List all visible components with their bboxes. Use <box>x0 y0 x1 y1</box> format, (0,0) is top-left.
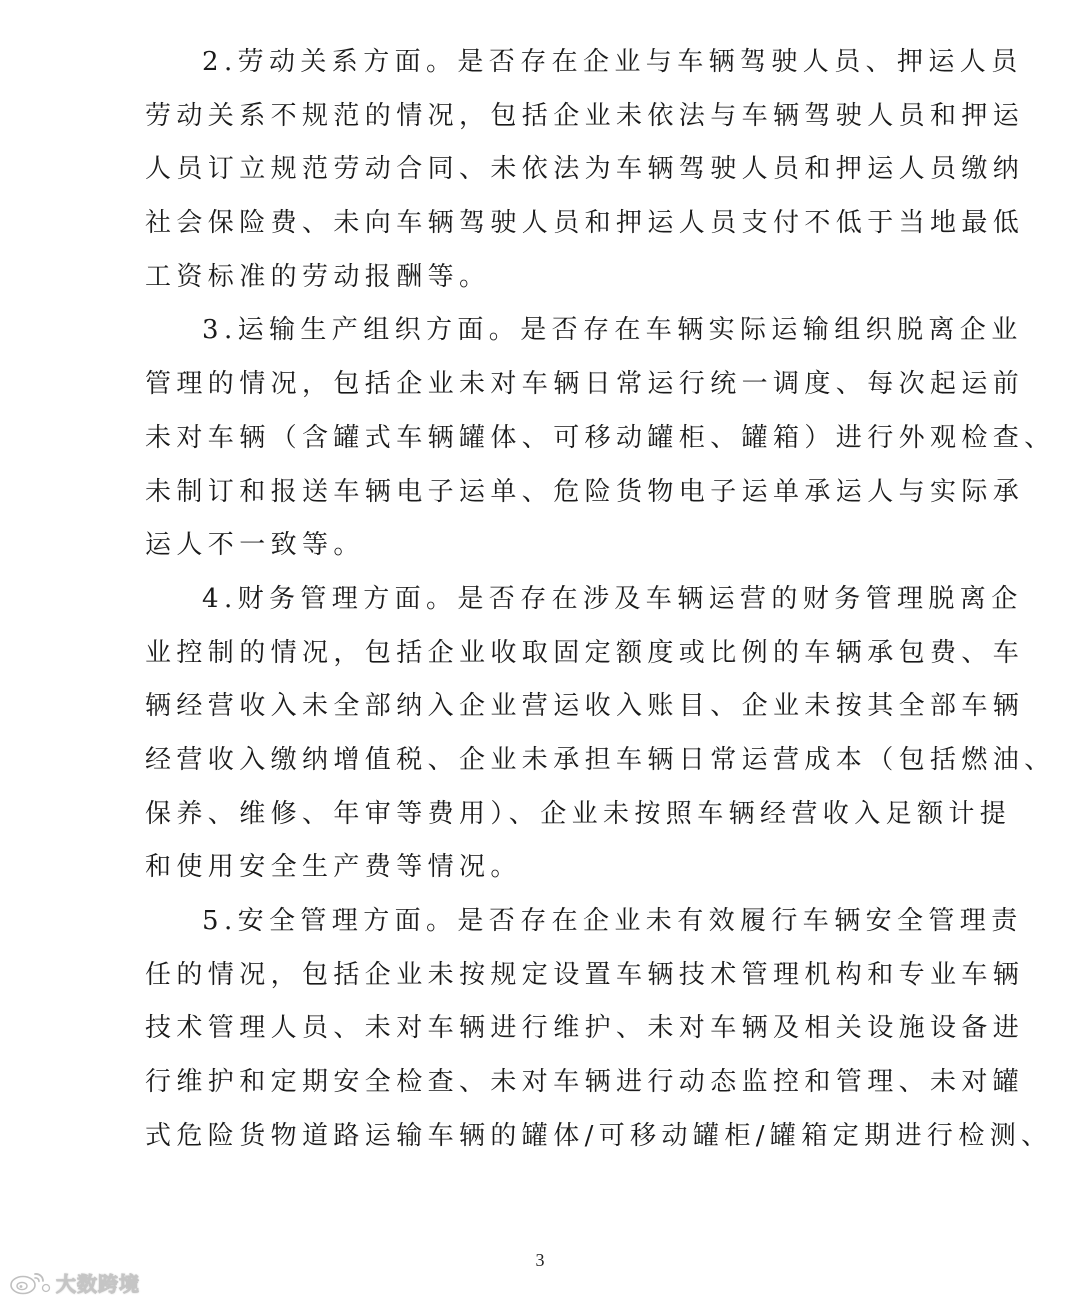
paragraph-safety-management <box>145 895 1053 1163</box>
paragraph-line: 保养、维修、年审等费用）、企业未按照车辆经营收入足额计提 <box>145 798 1012 829</box>
paragraph-line: 和使用安全生产费等情况。 <box>145 852 522 883</box>
paragraph-transport-organization <box>145 304 1056 572</box>
paragraph-line: 技术管理人员、未对车辆进行维护、未对车辆及相关设施设备进 <box>145 1013 1025 1044</box>
paragraph-line: 经营收入缴纳增值税、企业未承担车辆日常运营成本（包括燃油、 <box>145 744 1056 775</box>
paragraph-line: 未制订和报送车辆电子运单、危险货物电子运单承运人与实际承 <box>145 476 1025 507</box>
paragraph-line: 5.安全管理方面。是否存在企业未有效履行车辆安全管理责 <box>202 906 1023 936</box>
paragraph-line: 任的情况，包括企业未按规定设置车辆技术管理机构和专业车辆 <box>145 959 1025 990</box>
paragraph-line: 未对车辆（含罐式车辆罐体、可移动罐柜、罐箱）进行外观检查、 <box>145 422 1056 453</box>
paragraph-line: 式危险货物道路运输车辆的罐体/可移动罐柜/罐箱定期进行检测、 <box>145 1120 1053 1151</box>
paragraph-line: 社会保险费、未向车辆驾驶人员和押运人员支付不低于当地最低 <box>145 208 1025 239</box>
paragraph-line: 行维护和定期安全检查、未对车辆进行动态监控和管理、未对罐 <box>145 1067 1025 1098</box>
paragraph-line: 3.运输生产组织方面。是否存在车辆实际运输组织脱离企业 <box>202 315 1023 346</box>
document-body <box>145 36 1056 1163</box>
weibo-logo-icon <box>8 1270 52 1296</box>
paragraph-line: 劳动关系不规范的情况，包括企业未依法与车辆驾驶人员和押运 <box>145 100 1025 131</box>
paragraph-line: 人员订立规范劳动合同、未依法为车辆驾驶人员和押运人员缴纳 <box>145 154 1025 185</box>
watermark <box>8 1268 140 1297</box>
watermark-text: 大数跨境 <box>56 1272 140 1296</box>
paragraph-line: 2.劳动关系方面。是否存在企业与车辆驾驶人员、押运人员 <box>202 47 1023 77</box>
paragraph-line: 运人不一致等。 <box>145 530 365 561</box>
paragraph-line: 辆经营收入未全部纳入企业营运收入账目、企业未按其全部车辆 <box>145 691 1025 722</box>
paragraph-line: 业控制的情况，包括企业收取固定额度或比例的车辆承包费、车 <box>145 637 1025 668</box>
paragraph-line: 工资标准的劳动报酬等。 <box>145 261 491 292</box>
paragraph-labor-relations <box>145 36 1025 304</box>
paragraph-line: 管理的情况，包括企业未对车辆日常运行统一调度、每次起运前 <box>145 369 1025 400</box>
paragraph-financial-management <box>145 573 1056 895</box>
page-number: 3 <box>535 1250 545 1270</box>
paragraph-line: 4.财务管理方面。是否存在涉及车辆运营的财务管理脱离企 <box>202 583 1023 614</box>
